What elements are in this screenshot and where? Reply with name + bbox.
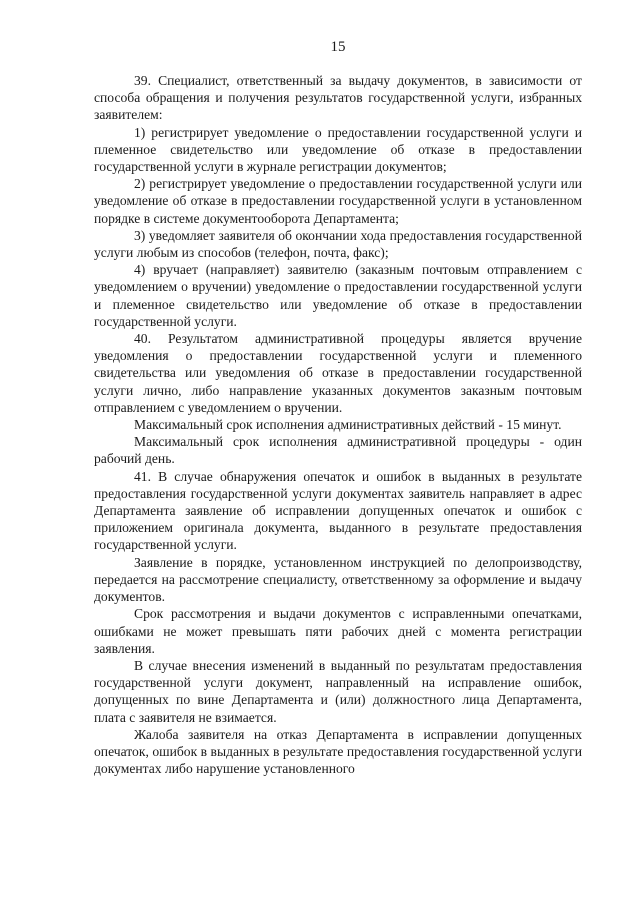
paragraph-review-period: Срок рассмотрения и выдачи документов с исправленными опечатками, ошибками не может превышать пяти рабочих дней с момента регистрации заявления.	[94, 606, 582, 656]
paragraph-40: 40. Результатом административной процедуры является вручение уведомления о предоставлении государственной услуги и племенного свидетельства или уведомления об отказе в предоставлении государственной услуги лично, либо направление указанных документов заказным почтовым отправлением с уведомлением о вручении.	[94, 331, 582, 415]
paragraph-no-fee: В случае внесения изменений в выданный по результатам предоставления государственной услуги документ, направленный на исправление ошибок, допущенных по вине Департамента и (или) должностного лица Департамента, плата с заявителя не взимается.	[94, 657, 582, 725]
list-item-3: 3) уведомляет заявителя об окончании хода предоставления государственной услуги любым из способов (телефон, почта, факс);	[94, 227, 582, 261]
list-item-4: 4) вручает (направляет) заявителю (заказным почтовым отправлением с уведомлением о вручении) уведомление о предоставлении государственной услуги и племенное свидетельство или уведомление об отказе в предоставлении государственной услуги.	[94, 262, 582, 329]
document-page	[94, 38, 582, 777]
paragraph-complaint: Жалоба заявителя на отказ Департамента в исправлении допущенных опечаток, ошибок в выданных в результате предоставления государственной услуги документах либо нарушение установленного	[94, 726, 582, 777]
list-item-1: 1) регистрирует уведомление о предоставлении государственной услуги и племенное свидетельство или уведомление об отказе в предоставлении государственной услуги в журнале регистрации документов;	[94, 124, 582, 175]
paragraph-39: 39. Специалист, ответственный за выдачу документов, в зависимости от способа обращения и получения результатов государственной услуги, избранных заявителем:	[94, 73, 582, 123]
paragraph-application-transfer: Заявление в порядке, установленном инструкцией по делопроизводству, передается на рассмотрение специалисту, ответственному за оформление и выдачу документов.	[94, 554, 582, 605]
paragraph-max-time-procedure: Максимальный срок исполнения административной процедуры - один рабочий день.	[94, 434, 582, 467]
page-number: 15	[330, 39, 346, 55]
paragraph-max-time-actions: Максимальный срок исполнения административных действий - 15 минут.	[134, 417, 562, 433]
list-item-2: 2) регистрирует уведомление о предоставлении государственной услуги или уведомление об отказе в предоставлении государственной услуги в установленном порядке в системе документооборота Департамента;	[94, 176, 582, 226]
paragraph-41: 41. В случае обнаружения опечаток и ошибок в выданных в результате предоставления государственной услуги документах заявитель направляет в адрес Департамента заявление об исправлении допущенных опечаток и ошибок с приложением оригинала документа, выданного в результате предоставления государственной услуги.	[94, 468, 582, 553]
